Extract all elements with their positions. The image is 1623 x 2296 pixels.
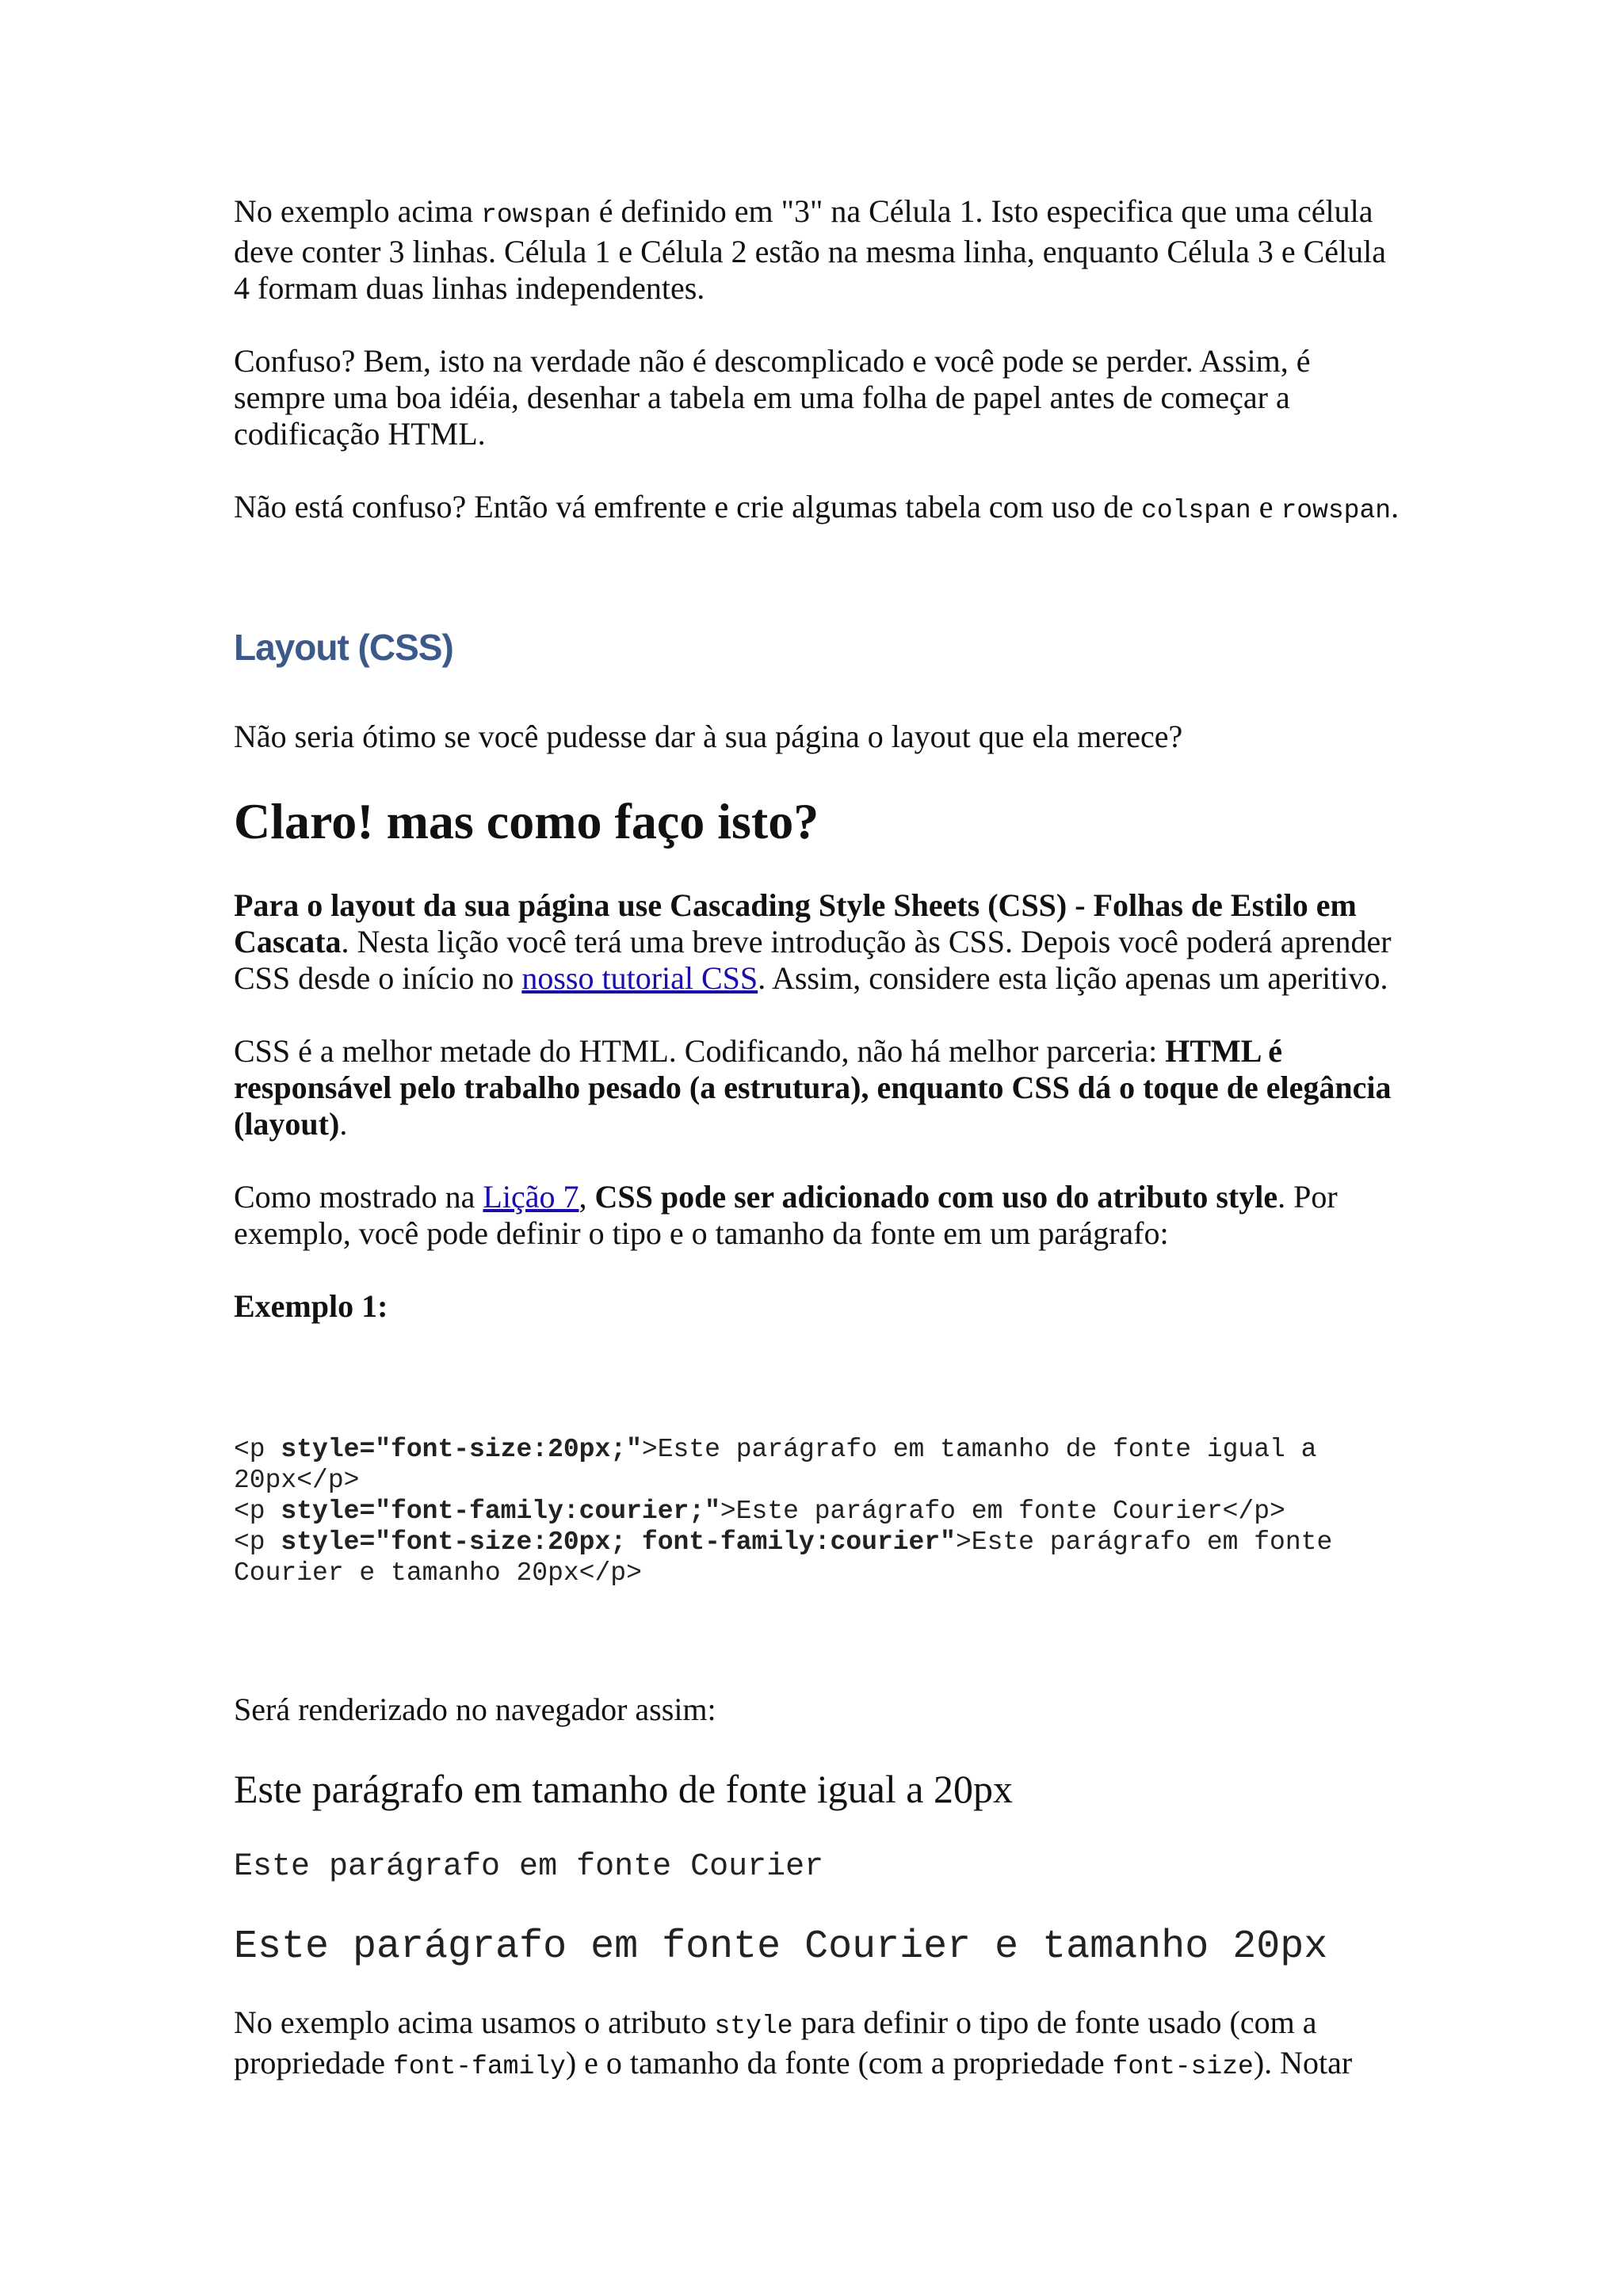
closing-text-block (234, 2004, 1407, 2085)
paragraph-confuso: Confuso? Bem, isto na verdade não é descomplicado e você pode se perder. Assim, é sempre uma boa idéia, desenhar a tabela em uma folha de papel antes de começar a codificação HTML. (234, 343, 1311, 452)
paragraph-rowspan-explanation: No exemplo acima rowspan é definido em "3" na Célula 1. Isto especifica que uma célula deve conter 3 linhas. Célula 1 e Célula 2 estão na mesma linha, enquanto Célula 3 e Célula 4 formam duas linhas independentes. (234, 193, 1387, 306)
rendered-paragraph-20px: Este parágrafo em tamanho de fonte igual a 20px (234, 1767, 1013, 1811)
inline-code: style (714, 2012, 793, 2041)
paragraph-nao-esta-confuso: Não está confuso? Então vá emfrente e crie algumas tabela com uso de colspan e rowspan. (234, 489, 1400, 525)
inline-code: rowspan (1281, 496, 1392, 525)
inline-code: colspan (1141, 496, 1251, 525)
rendered-paragraph-courier-20px: Este parágrafo em fonte Courier e tamanho 20px (234, 1924, 1328, 1970)
inline-code: font-family (393, 2052, 566, 2081)
inline-code: font-size (1112, 2052, 1254, 2081)
code-line: <p style="font-family:courier;">Este parágrafo em fonte Courier</p> (234, 1497, 1285, 1526)
paragraph-css-intro: Para o layout da sua página use Cascading Style Sheets (CSS) - Folhas de Estilo em Cascata. Nesta lição você terá uma breve introdução às CSS. Depois você poderá aprender CSS desde o início no nosso tutorial CSS. Assim, considere esta lição apenas um aperitivo. (234, 887, 1392, 996)
paragraph-render-intro: Será renderizado no navegador assim: (234, 1691, 716, 1727)
paragraph-css-half: CSS é a melhor metade do HTML. Codificando, não há melhor parceria: HTML é responsável pelo trabalho pesado (a estrutura), enquanto CSS dá o toque de elegância (layout). (234, 1033, 1392, 1142)
css-text-block (234, 887, 1407, 1325)
rendered-paragraph-courier: Este parágrafo em fonte Courier (234, 1849, 824, 1885)
section-heading: Layout (CSS) (234, 627, 453, 668)
intro-text-block (234, 193, 1407, 529)
paragraph-style-explanation: No exemplo acima usamos o atributo style para definir o tipo de fonte usado (com a propriedade font-family) e o tamanho da fonte (com a propriedade font-size). Notar (234, 2004, 1353, 2081)
css-tutorial-link[interactable]: nosso tutorial CSS (521, 960, 758, 996)
example-label: Exemplo 1: (234, 1288, 388, 1324)
page-title: Claro! mas como faço isto? (234, 793, 819, 849)
rendered-output (234, 1765, 1407, 1813)
rendered-output-3 (234, 1924, 1407, 1971)
inline-code: rowspan (481, 200, 591, 230)
lesson-7-link[interactable]: Lição 7 (483, 1179, 579, 1215)
rendered-output-2 (234, 1848, 1407, 1886)
layout-question (234, 719, 1407, 755)
code-line: <p style="font-size:20px;">Este parágrafo em tamanho de fonte igual a 20px</p> (234, 1435, 1333, 1495)
code-line: <p style="font-size:20px; font-family:courier">Este parágrafo em fonte Courier e tamanho 20px</p> (234, 1527, 1349, 1588)
paragraph-style-attribute: Como mostrado na Lição 7, CSS pode ser adicionado com uso do atributo style. Por exemplo, você pode definir o tipo e o tamanho da fonte em um parágrafo: (234, 1179, 1338, 1251)
paragraph-layout-question: Não seria ótimo se você pudesse dar à sua página o layout que ela merece? (234, 719, 1183, 754)
code-example (234, 1434, 1407, 1589)
render-intro (234, 1691, 1407, 1728)
